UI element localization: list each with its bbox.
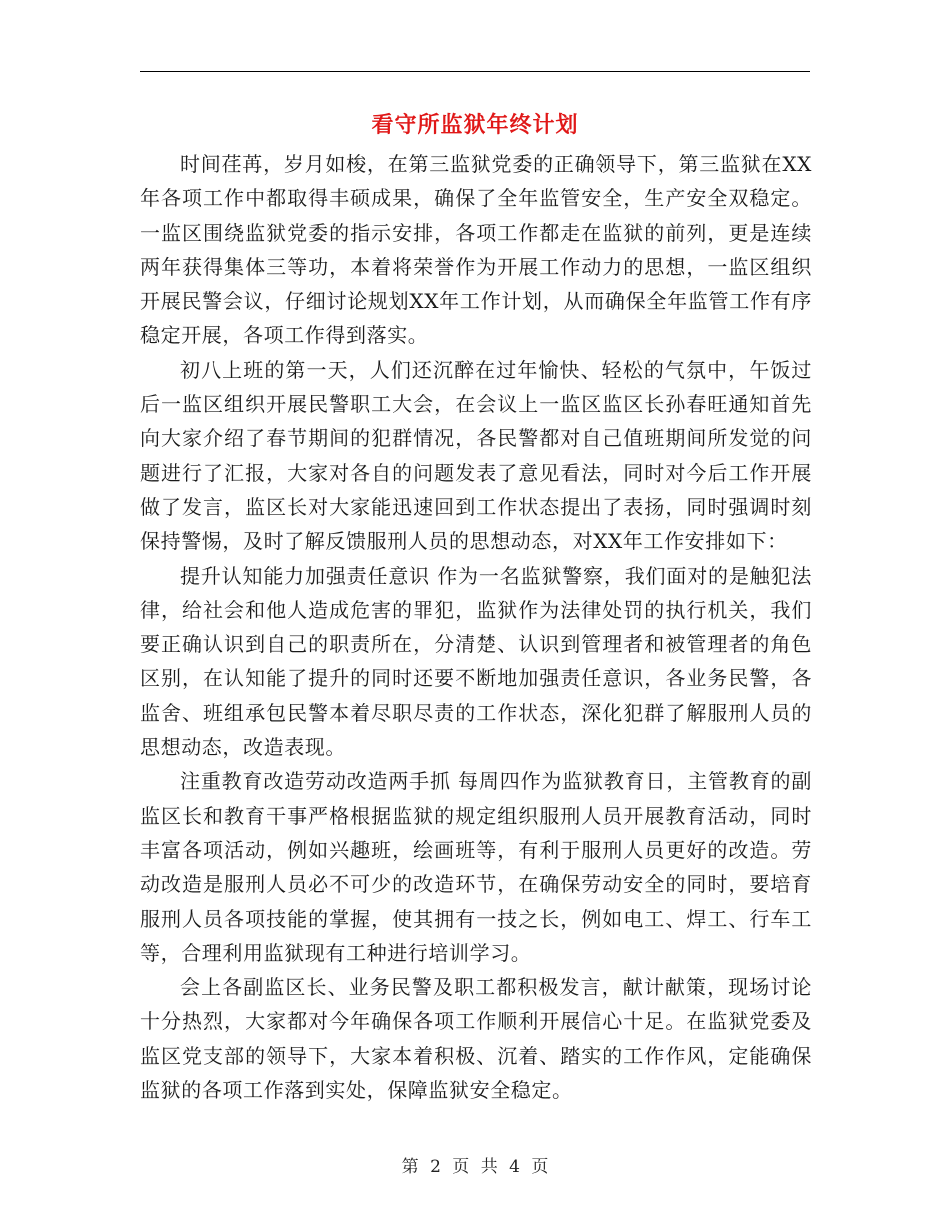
footer-current-page: 2 <box>430 1157 441 1177</box>
paragraph-2: 初八上班的第一天，人们还沉醉在过年愉快、轻松的气氛中，午饭过后一监区组织开展民警职工大会，在会议上一监区监区长孙春旺通知首先向大家介绍了春节期间的犯群情况，各民警都对自己值班期间所发觉的问题进行了汇报，大家对各自的问题发表了意见看法，同时对今后工作开展做了发言，监区长对大家能迅速回到工作状态提出了表扬，同时强调时刻保持警惕，及时了解反馈服刑人员的思想动态，对XX年工作安排如下： <box>140 357 812 554</box>
paragraph-1: 时间荏苒，岁月如梭，在第三监狱党委的正确领导下，第三监狱在XX年各项工作中都取得丰硕成果，确保了全年监管安全，生产安全双稳定。一监区围绕监狱党委的指示安排，各项工作都走在监狱的前列，更是连续两年获得集体三等功，本着将荣誉作为开展工作动力的思想，一监区组织开展民警会议，仔细讨论规划XX年工作计划，从而确保全年监管工作有序稳定开展，各项工作得到落实。 <box>140 152 812 348</box>
footer-label-total-unit: 页 <box>531 1157 549 1177</box>
footer-label-page-unit: 页 <box>452 1157 470 1177</box>
page-footer <box>0 1152 950 1177</box>
paragraph-3: 提升认知能力加强责任意识 作为一名监狱警察，我们面对的是触犯法律，给社会和他人造成危害的罪犯，监狱作为法律处罚的执行机关，我们要正确认识到自己的职责所在，分清楚、认识到管理者和被管理者的角色区别，在认知能了提升的同时还要不断地加强责任意识，各业务民警，各监舍、班组承包民警本着尽职尽责的工作状态，深化犯群了解服刑人员的思想动态，改造表现。 <box>140 563 812 760</box>
document-body <box>140 147 812 1107</box>
paragraph-5: 会上各副监区长、业务民警及职工都积极发言，献计献策，现场讨论十分热烈，大家都对今年确保各项工作顺利开展信心十足。在监狱党委及监区党支部的领导下，大家本着积极、沉着、踏实的工作作风，定能确保监狱的各项工作落到实处，保障监狱安全稳定。 <box>140 975 812 1103</box>
document-title: 看守所监狱年终计划 <box>371 113 579 138</box>
footer-total-pages: 4 <box>509 1157 520 1177</box>
header-rule <box>140 71 810 72</box>
footer-label-total: 共 <box>480 1157 498 1177</box>
paragraph-4: 注重教育改造劳动改造两手抓 每周四作为监狱教育日，主管教育的副监区长和教育干事严格根据监狱的规定组织服刑人员开展教育活动，同时丰富各项活动，例如兴趣班，绘画班等，有利于服刑人员更好的改造。劳动改造是服刑人员必不可少的改造环节，在确保劳动安全的同时，要培育服刑人员各项技能的掌握，使其拥有一技之长，例如电工、焊工、行车工等，合理利用监狱现有工种进行培训学习。 <box>140 769 812 965</box>
footer-label-page: 第 <box>401 1157 419 1177</box>
